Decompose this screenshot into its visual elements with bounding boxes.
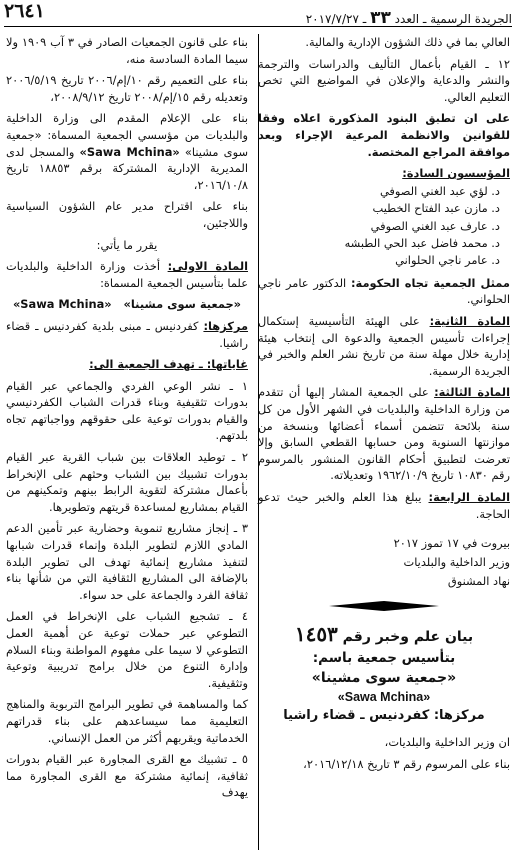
goal-item: كما والمساهمة في تطوير البرامج التربوية والمناهج التعليمية مما سيساعدهم على بناء قدراتهم الخدماتية ويقربهم أكثر من العمل الإنساني. [6, 697, 248, 745]
association-headquarters: مركزها: كفردنيس ـ قضاء راشيا [283, 708, 485, 724]
gov-rep-text: الدكتور عامر ناجي الحلواني. [258, 275, 510, 307]
issue-number: ٣٣ [370, 8, 391, 28]
paragraph-law-1909: بناء على قانون الجمعيات الصادر في ٣ آب ١٩٠٩ ولا سيما المادة السادسة منه، [6, 35, 248, 66]
page-number: ٢٦٤١ [4, 0, 45, 22]
paragraph-item-12: ١٢ ـ القيام بأعمال التأليف والدراسات والترجمة والنشر والدعاية والإعلان في المواضيع التي تخص التعليم العالي. [258, 56, 510, 104]
paragraph-decree: بناء على المرسوم رقم ٣ تاريخ ٢٠١٦/١٢/١٨، [303, 756, 510, 771]
founder-item: د. لؤي عبد الغني الصوفي [379, 183, 500, 198]
association-name-line: «جمعية سوى مشينا» «Sawa Mchina» [12, 297, 242, 312]
headquarters-line: مركزها: كفردنيس ـ مبنى بلدية كفردنيس ـ قضاء راشيا. [6, 318, 249, 350]
announcement-subtitle: بتأسيس جمعية باسم: [312, 650, 456, 667]
founder-item: د. محمد فاضل عبد الحي الطبشه [344, 235, 500, 250]
goal-item: ٢ ـ توطيد العلاقات بين شباب القرية عبر القيام بدورات تشبيك بين الشباب وحثهم على الإنخراط بأعمال مشتركة لتقوية الرابط بينهم وتمكينهم من القيام بمشاريع لمساعدة قريتهم وتطويرها. [6, 450, 248, 514]
goals-heading: غاياتها: ـ تهدف الجمعية الى: [89, 357, 248, 372]
article-4 [258, 489, 510, 522]
paragraph-circular: بناء على التعميم رقم ١٠/إم/٢٠٠٦ تاريخ ٢٠٠٦/٥/١٩ وتعديله رقم ١٥/إم/٢٠٠٨ تاريخ ٢٠٠٨/٩/١٢، [6, 73, 248, 104]
paragraph-proposal: بناء على اقتراح مدير عام الشؤون السياسية واللاجئين، [6, 199, 248, 230]
goal-item: ٣ ـ إنجاز مشاريع تنموية وحضارية عبر تأمين الدعم المادي اللازم لتطوير البلدة وإنماء قدرات شبابها لتنفيذ مشاريع إنمائية تهدف الى تطوير البلدة بالإضافة الى المشاريع الثقافية التي من شأنها بناء ثقافة الفرد والجماعة على حد سواء. [6, 521, 248, 602]
goal-item: ٥ ـ تشبيك مع القرى المجاورة عبر القيام بدورات ثقافية، إنمائية مشتركة مع القرى المجاورة مما يهدف [6, 752, 248, 800]
paragraph-minister: ان وزير الداخلية والبلديات، [384, 735, 510, 750]
signature-name: نهاد المشنوق [447, 574, 510, 589]
article-4-text: يبلغ هذا العلم والخبر حيث تدعو الحاجة. [258, 489, 510, 521]
announcement-title: بيان علم وخبر رقم ١٤٥٣ [294, 622, 474, 647]
article-2 [258, 313, 510, 379]
gazette-name: الجريدة الرسمية ـ العدد [394, 12, 512, 26]
section-divider [258, 599, 510, 613]
announcement-heading [258, 623, 510, 726]
header-rule [4, 26, 512, 27]
left-column [6, 34, 248, 806]
paragraph-conditions: على ان تطبق البنود المذكورة اعلاه وفقا للقوانين والانظمة المرعية الإجراء وبعد موافقة المراجع المختصة. [258, 111, 510, 159]
founder-item: د. مازن عبد الفتاح الخطيب [372, 201, 500, 216]
gazette-title [306, 8, 512, 28]
article-1 [6, 258, 248, 291]
association-latin-line: «Sawa Mchina» [12, 297, 112, 312]
founders-label: المؤسسون السادة: [402, 166, 510, 181]
issue-date: ـ ٢٠١٧/٧/٢٧ [305, 12, 367, 26]
government-representative [258, 275, 510, 308]
founder-item: د. عامر ناجي الحلواني [395, 253, 500, 268]
goal-item: ٤ ـ تشجيع الشباب على الإنخراط في العمل التطوعي عبر حملات توعية عن أهمية العمل التطوعي لا سيما على مفهوم المواطنة وبناء السلام وإدارة التنوع من خلال برامج تدريبية وتوعية وتثقيفية. [6, 609, 248, 690]
signature-place-date: بيروت في ١٧ تموز ٢٠١٧ [393, 536, 510, 551]
right-column [258, 34, 510, 777]
signature-ministry: وزير الداخلية والبلديات [403, 555, 510, 570]
article-3-text: على الجمعية المشار إليها أن تتقدم من وزارة الداخلية والبلديات في الشهر الأول من كل سنة بلائحة تتضمن أسماء أعضائها وبنسخة من موازنتها السنوية ومن حسابها القطعي السابق وإلا تعرضت لتطبيق أحكام القانون المنشور بالمرسوم رقم ١٠٨٣٠ تاريخ ١٩٦٢/١٠/٩ وتعديلاته. [258, 385, 510, 483]
goal-item: ١ ـ نشر الوعي الفردي والجماعي عبر القيام بدورات تثقيفية وبناء قدرات الشباب الكفردنيسي والقيام بدورات توعية على حقوقهم وواجباتهم تجاه بلدتهم. [6, 378, 248, 443]
association-name-latin-inline: «Sawa Mchina» [79, 144, 180, 159]
association-name-latin: «Sawa Mchina» [337, 690, 431, 705]
article-4-label: المادة الرابعة: [428, 489, 510, 504]
article-3-label: المادة الثالثة: [434, 385, 510, 400]
headquarters-label: مركزها: [203, 318, 249, 333]
founder-item: د. عارف عبد الغني الصوفي [370, 218, 500, 233]
paragraph-notification: بناء على الإعلام المقدم الى وزارة الداخلية والبلديات من مؤسسي الجمعية المسماة: «جمعية سوى مشينا» «Sawa Mchina» والمسجل لدى المديرية الإدارية المشتركة برقم ١٨٨٥٣ تاريخ ٢٠١٦/١٠/٨، [6, 111, 248, 192]
decides-heading: يقرر ما يأتي: [96, 237, 158, 252]
article-3 [258, 384, 510, 484]
founders-list [258, 183, 510, 270]
ornament-divider-icon [329, 600, 439, 612]
page-header [4, 2, 512, 28]
article-2-text: على الهيئة التأسيسية إستكمال إجراءات تأسيس الجمعية والدعوة الى إنتخاب هيئة إدارية خلال مهلة سنة من تاريخ نشر العلم والخبر في الجريدة الرسمية. [258, 313, 510, 378]
article-2-label: المادة الثانية: [429, 313, 510, 328]
article-1-text: أخذت وزارة الداخلية والبلديات علما بتأسيس الجمعية المسماة: [6, 259, 248, 290]
paragraph-admin: العالي بما في ذلك الشؤون الإدارية والمالية. [305, 35, 510, 49]
signature-block [258, 534, 510, 591]
gov-rep-label: ممثل الجمعية تجاه الحكومة: [350, 275, 510, 290]
association-name-arabic: «جمعية سوى مشينا» [311, 670, 457, 687]
article-1-label: المادة الاولى: [167, 259, 248, 274]
announcement-number: ١٤٥٣ [294, 622, 338, 647]
